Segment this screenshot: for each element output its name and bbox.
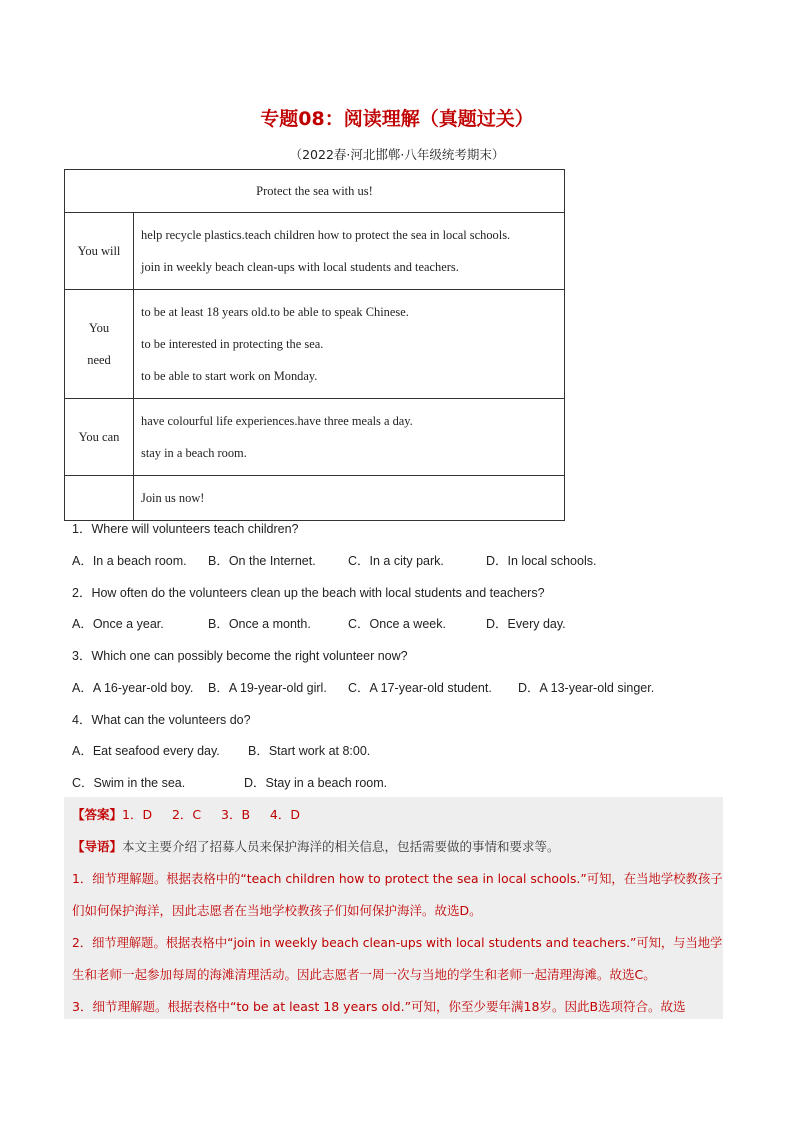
row-label: You will	[65, 213, 134, 290]
option: A．In a beach room.	[72, 554, 187, 568]
explanation-line: 们如何保护海洋，因此志愿者在当地学校教孩子们如何保护海洋。故选D。	[72, 903, 482, 918]
option: D．Stay in a beach room.	[244, 776, 388, 790]
table-header: Protect the sea with us!	[65, 170, 565, 213]
option: A．Eat seafood every day.	[72, 744, 220, 758]
question-options	[72, 773, 692, 791]
option: C．Swim in the sea.	[72, 776, 186, 790]
question-options	[72, 614, 692, 632]
row-label-line: need	[87, 353, 111, 367]
row-line: have colourful life experiences.have three meals a day.	[141, 414, 413, 428]
row-label-line: You	[88, 321, 110, 335]
table-row	[65, 170, 565, 213]
row-label	[65, 476, 134, 521]
answer-line	[72, 805, 300, 823]
option: D．Every day.	[486, 617, 566, 631]
row-line: join in weekly beach clean-ups with local students and teachers.	[141, 260, 459, 274]
page-title: 专题08：阅读理解（真题过关）	[260, 108, 534, 130]
explanation-line: 2．细节理解题。根据表格中“join in weekly beach clean-ups with local students and teachers.”可知，与当地学	[72, 935, 723, 950]
row-line: Join us now!	[141, 491, 205, 505]
option: A．Once a year.	[72, 617, 164, 631]
option: B．Once a month.	[208, 617, 311, 631]
table-row	[65, 213, 565, 290]
row-line: help recycle plastics.teach children how to protect the sea in local schools.	[141, 228, 511, 242]
question-options	[72, 678, 692, 696]
option: D．In local schools.	[486, 554, 597, 568]
question-stem: 1．Where will volunteers teach children?	[72, 522, 299, 536]
table-row	[65, 399, 565, 476]
guide-text: 本文主要介绍了招募人员来保护海洋的相关信息，包括需要做的事情和要求等。	[122, 839, 560, 854]
option: B．On the Internet.	[208, 554, 316, 568]
row-line: stay in a beach room.	[141, 446, 247, 460]
explanation-line: 生和老师一起参加每周的海滩清理活动。因此志愿者一周一次与当地的学生和老师一起清理海滩。故选C。	[72, 967, 656, 982]
question-options	[72, 551, 692, 569]
explanation-line: 1．细节理解题。根据表格中的“teach children how to protect the sea in local schools.”可知，在当地学校教孩子	[72, 871, 723, 886]
row-line: to be interested in protecting the sea.	[141, 337, 324, 351]
option: A．A 16-year-old boy.	[72, 681, 194, 695]
row-content	[134, 399, 565, 476]
option: C．Once a week.	[348, 617, 446, 631]
answer-label: 【答案】	[72, 807, 123, 822]
table-row	[65, 476, 565, 521]
row-content	[134, 213, 565, 290]
row-content	[134, 290, 565, 399]
row-label	[65, 290, 134, 399]
question-options	[72, 741, 692, 759]
explanation-line: 3．细节理解题。根据表格中“to be at least 18 years old.”可知，你至少要年满18岁。因此B选项符合。故选	[72, 999, 686, 1014]
question-stem: 4．What can the volunteers do?	[72, 713, 251, 727]
answer-text: 1．D 2．C 3．B 4．D	[122, 807, 300, 822]
question-stem: 3．Which one can possibly become the right volunteer now?	[72, 649, 408, 663]
row-content	[134, 476, 565, 521]
option: B．A 19-year-old girl.	[208, 681, 327, 695]
row-label: You can	[65, 399, 134, 476]
row-line: to be able to start work on Monday.	[141, 369, 318, 383]
info-table	[64, 169, 565, 521]
guide-line	[72, 837, 560, 855]
option: D．A 13-year-old singer.	[518, 681, 655, 695]
table-row	[65, 290, 565, 399]
option: B．Start work at 8:00.	[248, 744, 371, 758]
source-line: （2022春·河北邯郸·八年级统考期末）	[289, 147, 505, 162]
guide-label: 【导语】	[72, 839, 123, 854]
option: C．A 17-year-old student.	[348, 681, 492, 695]
option: C．In a city park.	[348, 554, 444, 568]
row-line: to be at least 18 years old.to be able to speak Chinese.	[141, 305, 409, 319]
question-stem: 2．How often do the volunteers clean up the beach with local students and teachers?	[72, 586, 545, 600]
